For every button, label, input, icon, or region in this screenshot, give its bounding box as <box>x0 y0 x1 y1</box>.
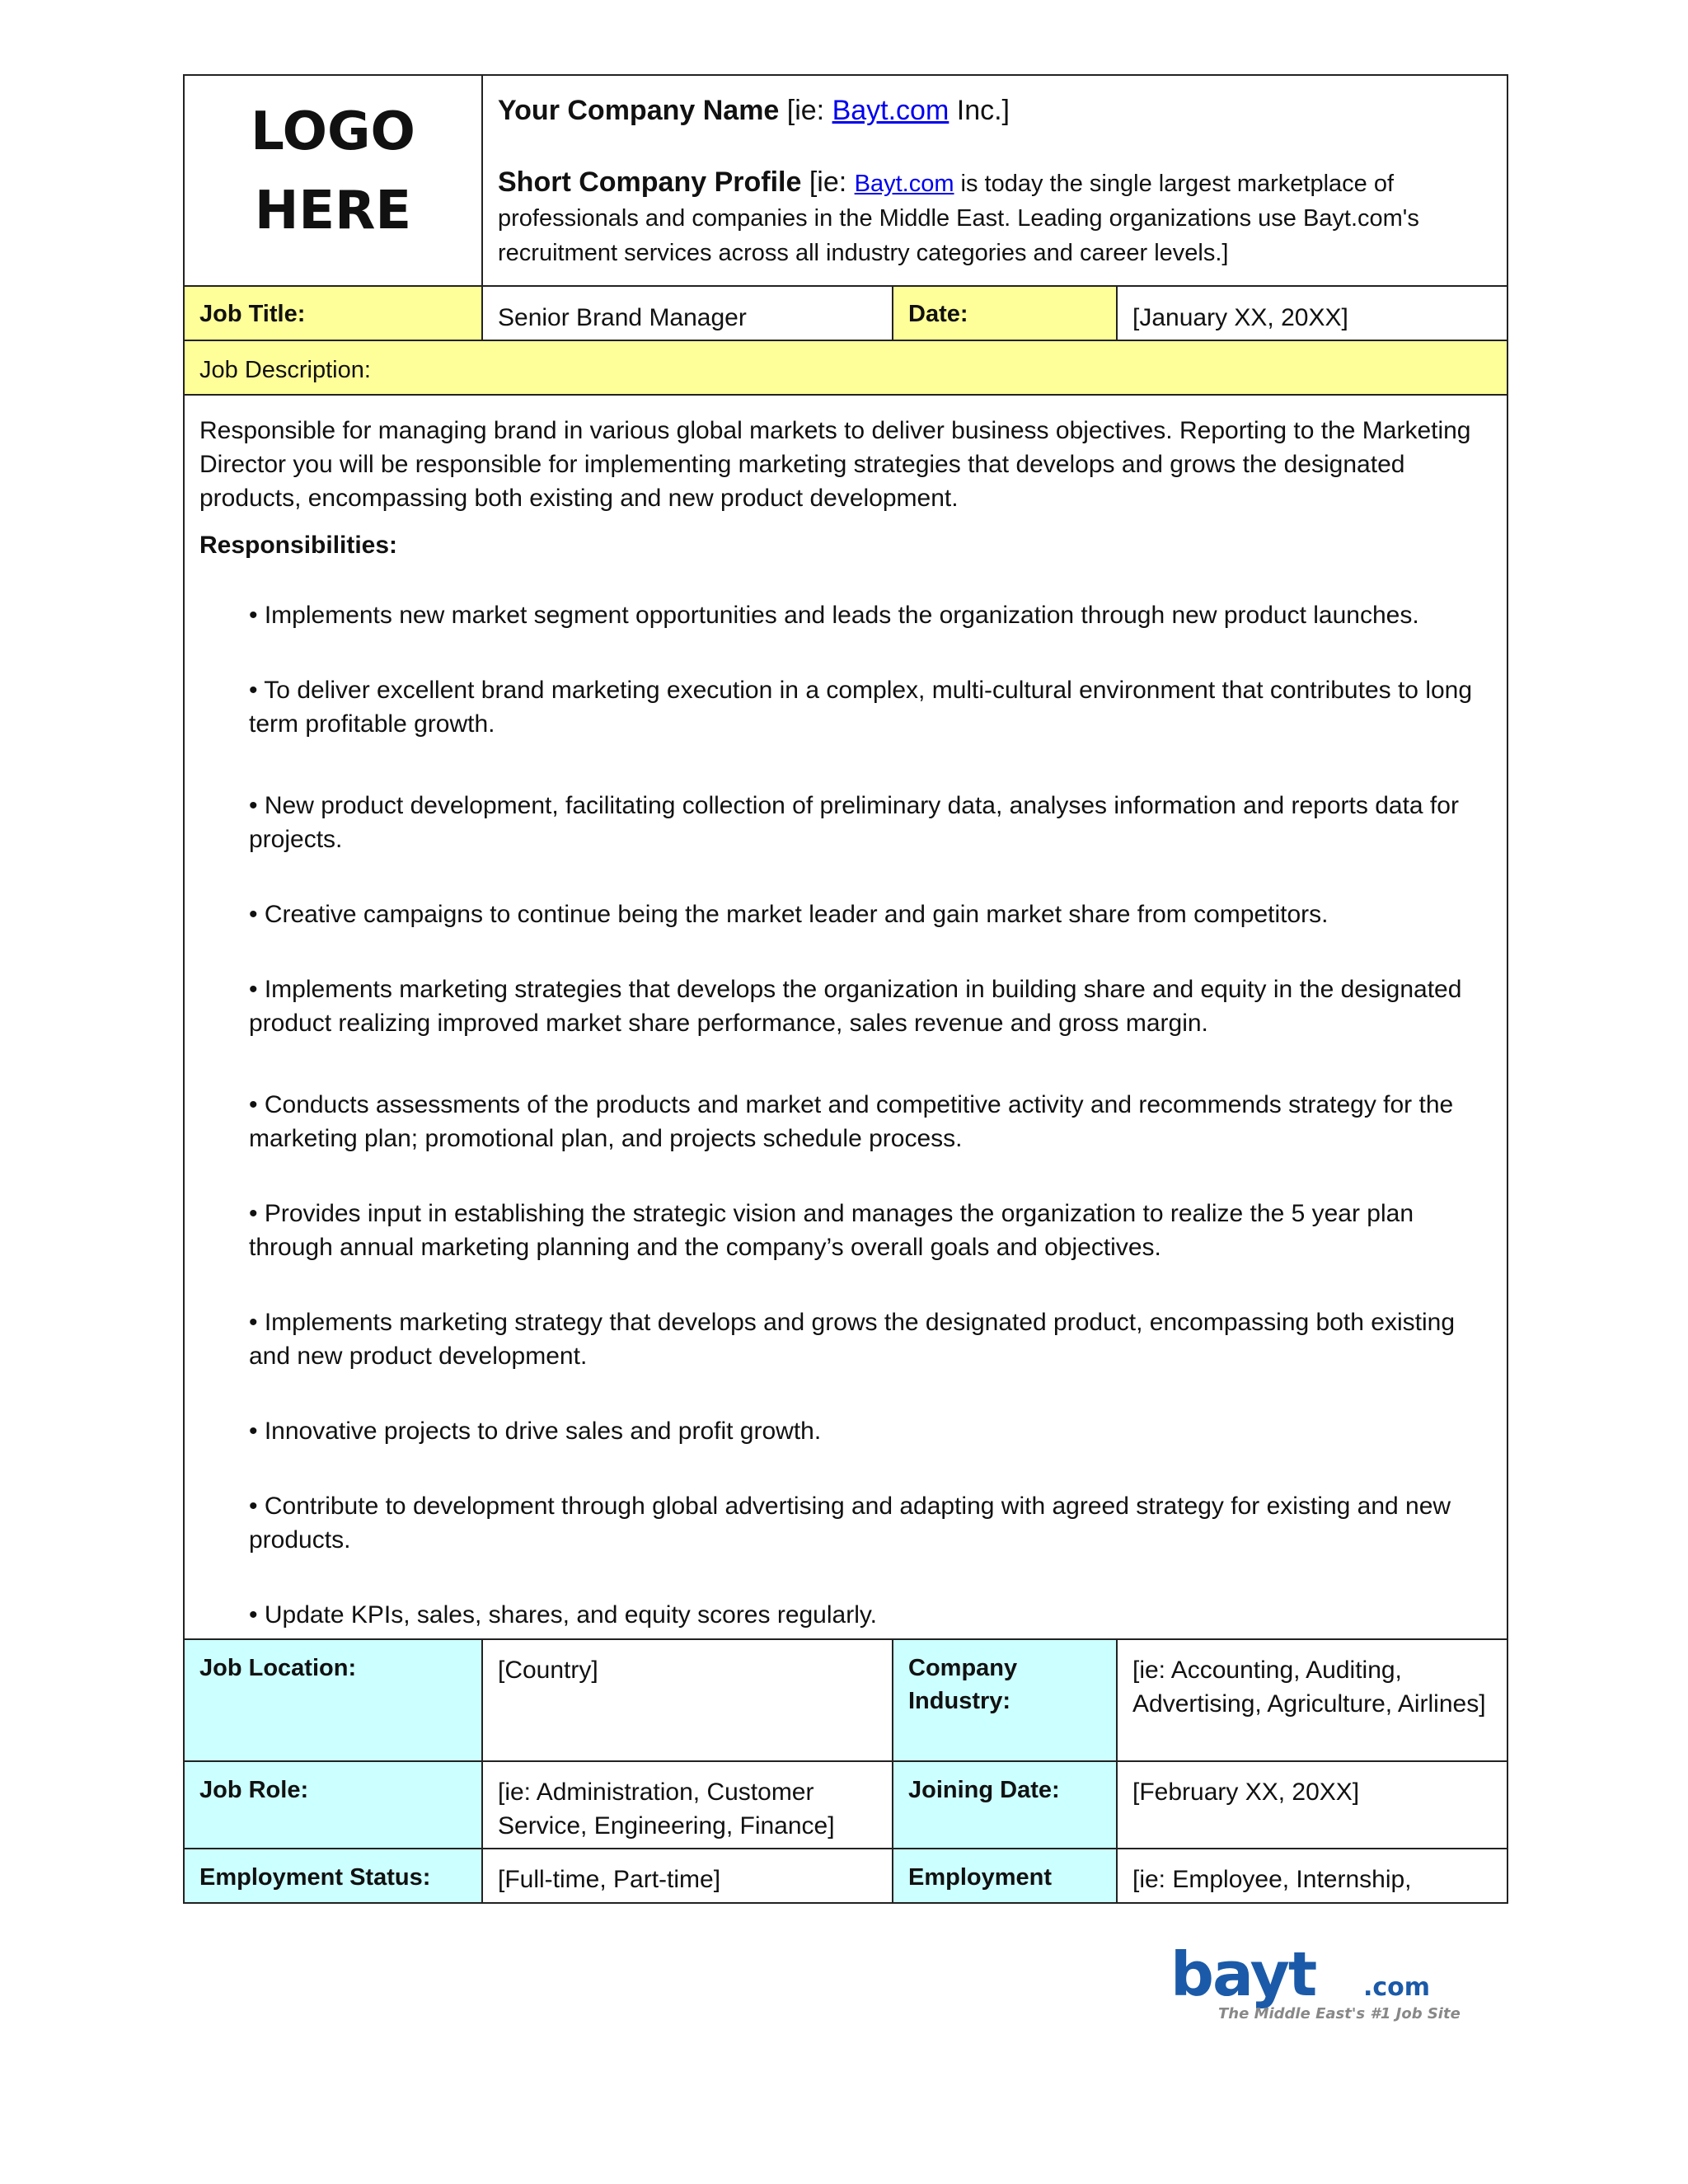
company-industry-value: [ie: Accounting, Auditing, Advertising, Agriculture, Airlines] <box>1117 1639 1507 1761</box>
responsibility-item: • New product development, facilitating collection of preliminary data, analyses information and reports data for projects. <box>249 792 1459 853</box>
job-location-label: Job Location: <box>184 1639 482 1761</box>
company-info <box>482 75 1507 286</box>
job-description-body <box>184 395 1507 1639</box>
responsibilities-list <box>199 598 1492 1632</box>
responsibility-item: • Contribute to development through global advertising and adapting with agreed strategy for existing and new products. <box>249 1493 1451 1554</box>
date-value: [January XX, 20XX] <box>1117 286 1507 340</box>
job-role-label: Job Role: <box>184 1761 482 1849</box>
employment-type-value: [ie: Employee, Internship, <box>1117 1849 1507 1903</box>
employment-status-row <box>184 1849 1507 1903</box>
company-profile-text: is today the single largest marketplace of professionals and companies in the Middle East. Leading organizations use Bayt.com's recruitment services across all industry categories and career levels.] <box>498 171 1419 266</box>
job-description-label-row <box>184 340 1507 395</box>
bayt-logo-tagline: The Middle East's #1 Job Site <box>1218 2005 1461 2022</box>
company-profile-link[interactable]: Bayt.com <box>854 171 954 197</box>
responsibility-item: • Implements marketing strategies that develops the organization in building share and equity in the designated product realizing improved market share performance, sales revenue and gross margin. <box>249 976 1462 1037</box>
job-location-value: [Country] <box>482 1639 893 1761</box>
date-label: Date: <box>893 286 1117 340</box>
responsibility-item: • Update KPIs, sales, shares, and equity scores regularly. <box>249 1601 877 1629</box>
responsibility-item: • Innovative projects to drive sales and profit growth. <box>249 1418 822 1445</box>
header-row <box>184 75 1507 286</box>
job-location-row <box>184 1639 1507 1761</box>
employment-status-value: [Full-time, Part-time] <box>482 1849 893 1903</box>
responsibility-item: • To deliver excellent brand marketing execution in a complex, multi-cultural environment that contributes to long term profitable growth. <box>249 677 1473 738</box>
bayt-logo-graphic <box>1170 1949 1484 2023</box>
job-role-row <box>184 1761 1507 1849</box>
company-profile-label: Short Company Profile <box>498 166 802 198</box>
company-profile <box>498 165 1492 270</box>
job-description-table <box>183 74 1508 1904</box>
responsibility-item: • Implements new market segment opportunities and leads the organization through new product launches. <box>249 602 1419 629</box>
employment-status-label: Employment Status: <box>184 1849 482 1903</box>
job-description-body-row <box>184 395 1507 1639</box>
job-description-label: Job Description: <box>184 340 1507 395</box>
company-name-line <box>498 92 1492 129</box>
responsibility-item: • Provides input in establishing the strategic vision and manages the organization to realize the 5 year plan through annual marketing planning and the company’s overall goals and objectives. <box>249 1200 1414 1261</box>
logo-line-2: HERE <box>254 180 412 241</box>
company-profile-prefix: [ie: <box>801 166 855 198</box>
responsibility-item: • Conducts assessments of the products and market and competitive activity and recommends strategy for the marketing plan; promotional plan, and projects schedule process. <box>249 1091 1454 1152</box>
company-industry-label: Company Industry: <box>893 1639 1117 1761</box>
bayt-logo-suffix: .com <box>1363 1973 1431 2002</box>
responsibilities-heading: Responsibilities: <box>199 532 398 559</box>
logo-line-1: LOGO <box>251 101 415 162</box>
joining-date-value: [February XX, 20XX] <box>1117 1761 1507 1849</box>
joining-date-label: Joining Date: <box>893 1761 1117 1849</box>
job-intro-paragraph: Responsible for managing brand in various global markets to deliver business objectives. Reporting to the Marketing Director you will be responsible for implementing marketing strategies that develops and grows the designated products, encompassing both existing and new product development. <box>199 417 1471 512</box>
bayt-logo-wordmark: bayt <box>1170 1949 1316 2010</box>
bayt-logo <box>1170 1949 1484 2023</box>
logo-placeholder <box>184 75 482 286</box>
job-title-value: Senior Brand Manager <box>482 286 893 340</box>
job-role-value: [ie: Administration, Customer Service, Engineering, Finance] <box>482 1761 893 1849</box>
company-name-label: Your Company Name <box>498 95 780 126</box>
job-title-row <box>184 286 1507 340</box>
company-name-prefix: [ie: <box>779 95 832 126</box>
responsibility-item: • Implements marketing strategy that develops and grows the designated product, encompassing both existing and new product development. <box>249 1309 1455 1370</box>
company-name-link[interactable]: Bayt.com <box>832 95 950 126</box>
job-title-label: Job Title: <box>184 286 482 340</box>
company-name-suffix: Inc.] <box>949 95 1010 126</box>
employment-type-label: Employment <box>893 1849 1117 1903</box>
responsibility-item: • Creative campaigns to continue being the market leader and gain market share from competitors. <box>249 901 1329 928</box>
